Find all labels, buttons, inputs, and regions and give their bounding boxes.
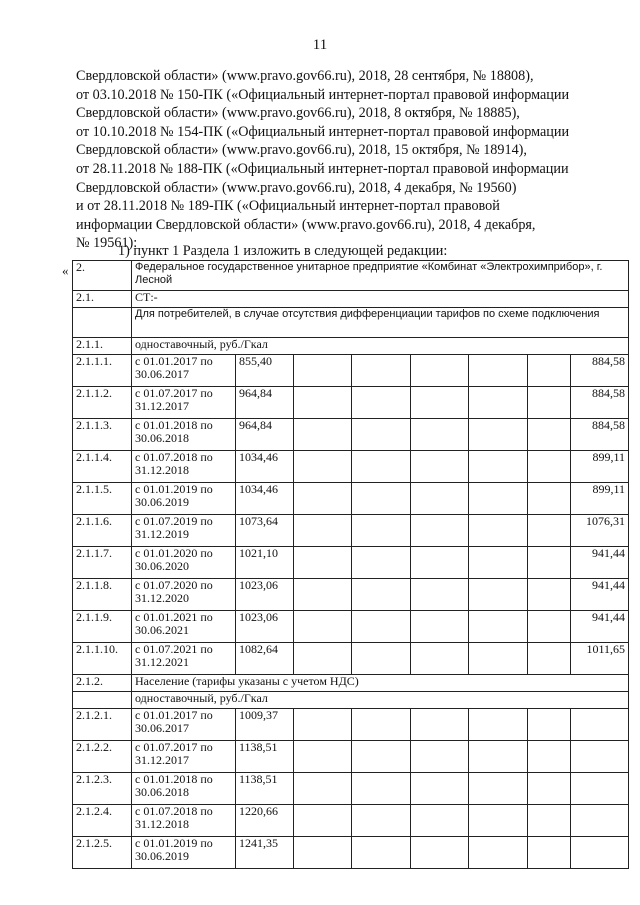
empty-cell [411, 483, 469, 515]
tariff-value: 1023,06 [236, 579, 294, 611]
intro-line: Свердловской области» (www.pravo.gov66.ru), 2018, 8 октября, № 18885), [76, 105, 520, 122]
empty-cell [294, 837, 352, 869]
table-row [73, 451, 629, 483]
tariff-value: 1138,51 [236, 741, 294, 773]
empty-cell [352, 547, 411, 579]
table-row [73, 515, 629, 547]
intro-line: Свердловской области» (www.pravo.gov66.ru), 2018, 4 декабря, № 19560) [76, 179, 517, 196]
intro-line: от 28.11.2018 № 188-ПК («Официальный интернет-портал правовой информации [76, 160, 569, 177]
empty-cell [352, 611, 411, 643]
row-number: 2. [73, 261, 132, 291]
section-row [73, 675, 629, 692]
empty-cell [73, 308, 132, 338]
empty-cell [528, 547, 571, 579]
tariff-value: 1011,65 [571, 643, 629, 675]
row-number: 2.1.1.9. [73, 611, 132, 643]
empty-cell [469, 611, 528, 643]
tariff-value: 855,40 [236, 355, 294, 387]
row-number: 2.1.2.1. [73, 709, 132, 741]
empty-cell [352, 419, 411, 451]
tariff-value: 884,58 [571, 419, 629, 451]
table-row [73, 579, 629, 611]
empty-cell [528, 355, 571, 387]
tariff-value: 941,44 [571, 611, 629, 643]
empty-cell [469, 579, 528, 611]
period: с 01.01.2021 по 30.06.2021 [132, 611, 236, 643]
empty-cell [352, 741, 411, 773]
empty-cell [571, 741, 629, 773]
empty-cell [411, 451, 469, 483]
table-row [73, 387, 629, 419]
empty-cell [294, 643, 352, 675]
empty-cell [352, 773, 411, 805]
tariff-value: 1241,35 [236, 837, 294, 869]
empty-cell [469, 451, 528, 483]
empty-cell [571, 773, 629, 805]
empty-cell [294, 515, 352, 547]
tariff-value: 1021,10 [236, 547, 294, 579]
tariff-table [72, 260, 629, 869]
empty-cell [528, 805, 571, 837]
row-number: 2.1.1.8. [73, 579, 132, 611]
table-row [73, 709, 629, 741]
table-row [73, 837, 629, 869]
empty-cell [528, 709, 571, 741]
tariff-value: 884,58 [571, 387, 629, 419]
intro-line: от 10.10.2018 № 154-ПК («Официальный интернет-портал правовой информации [76, 123, 570, 140]
empty-cell [411, 837, 469, 869]
empty-cell [294, 451, 352, 483]
table-row [73, 483, 629, 515]
empty-cell [352, 579, 411, 611]
period: с 01.07.2020 по 31.12.2020 [132, 579, 236, 611]
empty-cell [528, 483, 571, 515]
empty-cell [469, 709, 528, 741]
section-row [73, 291, 629, 308]
empty-cell [294, 611, 352, 643]
row-number: 2.1.2.4. [73, 805, 132, 837]
empty-cell [469, 805, 528, 837]
empty-cell [294, 387, 352, 419]
period: с 01.07.2018 по 31.12.2018 [132, 805, 236, 837]
table-header-row [73, 261, 629, 291]
period: с 01.01.2017 по 30.06.2017 [132, 355, 236, 387]
period: с 01.01.2018 по 30.06.2018 [132, 773, 236, 805]
empty-cell [469, 419, 528, 451]
empty-cell [352, 709, 411, 741]
section-subtitle-row [73, 308, 629, 338]
empty-cell [352, 643, 411, 675]
organization-name: Федеральное государственное унитарное предприятие «Комбинат «Электрохимприбор», г. Лесной [132, 261, 629, 291]
empty-cell [528, 773, 571, 805]
row-number: 2.1.2.2. [73, 741, 132, 773]
empty-cell [469, 643, 528, 675]
intro-line: № 19561): [76, 235, 138, 252]
empty-cell [294, 741, 352, 773]
empty-cell [411, 709, 469, 741]
intro-line: и от 28.11.2018 № 189-ПК («Официальный интернет-портал правовой [76, 198, 500, 215]
row-number: 2.1.1. [73, 338, 132, 355]
empty-cell [469, 515, 528, 547]
empty-cell [294, 355, 352, 387]
row-number: 2.1.1.7. [73, 547, 132, 579]
empty-cell [528, 837, 571, 869]
tariff-value: 964,84 [236, 387, 294, 419]
subsection-label: одноставочный, руб./Гкал [132, 338, 629, 355]
row-number: 2.1.2.3. [73, 773, 132, 805]
section-label: Население (тарифы указаны с учетом НДС) [132, 675, 629, 692]
row-number: 2.1.1.1. [73, 355, 132, 387]
empty-cell [352, 355, 411, 387]
section-subtitle-row [73, 692, 629, 709]
empty-cell [469, 773, 528, 805]
empty-cell [528, 579, 571, 611]
tariff-value: 1034,46 [236, 483, 294, 515]
empty-cell [411, 611, 469, 643]
empty-cell [294, 419, 352, 451]
section-subtitle: одноставочный, руб./Гкал [132, 692, 629, 709]
tariff-value: 1034,46 [236, 451, 294, 483]
empty-cell [469, 355, 528, 387]
empty-cell [352, 805, 411, 837]
empty-cell [571, 837, 629, 869]
tariff-value: 1023,06 [236, 611, 294, 643]
table-row [73, 419, 629, 451]
intro-text [76, 67, 616, 253]
empty-cell [528, 611, 571, 643]
period: с 01.07.2018 по 31.12.2018 [132, 451, 236, 483]
empty-cell [352, 837, 411, 869]
empty-cell [469, 483, 528, 515]
period: с 01.01.2017 по 30.06.2017 [132, 709, 236, 741]
period: с 01.07.2017 по 31.12.2017 [132, 387, 236, 419]
row-number: 2.1.2.5. [73, 837, 132, 869]
empty-cell [469, 387, 528, 419]
table-row [73, 611, 629, 643]
empty-cell [411, 387, 469, 419]
empty-cell [294, 483, 352, 515]
empty-cell [469, 547, 528, 579]
row-number: 2.1.1.4. [73, 451, 132, 483]
empty-cell [571, 709, 629, 741]
empty-cell [469, 837, 528, 869]
empty-cell [528, 419, 571, 451]
empty-cell [528, 643, 571, 675]
empty-cell [528, 387, 571, 419]
empty-cell [411, 805, 469, 837]
empty-cell [73, 692, 132, 709]
empty-cell [528, 741, 571, 773]
tariff-value: 899,11 [571, 483, 629, 515]
period: с 01.01.2020 по 30.06.2020 [132, 547, 236, 579]
tariff-value: 899,11 [571, 451, 629, 483]
opening-quote: « [62, 263, 69, 278]
tariff-value: 941,44 [571, 547, 629, 579]
empty-cell [352, 387, 411, 419]
item-heading: 1) пункт 1 Раздела 1 изложить в следующей редакции: [118, 243, 448, 259]
section-label: СТ:- [132, 291, 629, 308]
row-number: 2.1.1.6. [73, 515, 132, 547]
tariff-value: 1220,66 [236, 805, 294, 837]
table-row [73, 805, 629, 837]
empty-cell [411, 547, 469, 579]
tariff-value: 941,44 [571, 579, 629, 611]
subsection-row [73, 338, 629, 355]
row-number: 2.1.1.5. [73, 483, 132, 515]
empty-cell [411, 515, 469, 547]
empty-cell [528, 515, 571, 547]
period: с 01.07.2019 по 31.12.2019 [132, 515, 236, 547]
row-number: 2.1.1.2. [73, 387, 132, 419]
tariff-value: 1009,37 [236, 709, 294, 741]
empty-cell [571, 805, 629, 837]
period: с 01.01.2018 по 30.06.2018 [132, 419, 236, 451]
intro-line: от 03.10.2018 № 150-ПК («Официальный интернет-портал правовой информации [76, 86, 570, 103]
row-number: 2.1.1.3. [73, 419, 132, 451]
table-row [73, 773, 629, 805]
table-row [73, 547, 629, 579]
empty-cell [294, 709, 352, 741]
period: с 01.01.2019 по 30.06.2019 [132, 483, 236, 515]
row-number: 2.1.2. [73, 675, 132, 692]
intro-line: Свердловской области» (www.pravo.gov66.ru), 2018, 28 сентября, № 18808), [76, 68, 534, 84]
empty-cell [294, 547, 352, 579]
row-number: 2.1.1.10. [73, 643, 132, 675]
table-row [73, 355, 629, 387]
table-row [73, 741, 629, 773]
tariff-value: 1076,31 [571, 515, 629, 547]
page-number: 11 [312, 37, 328, 53]
empty-cell [411, 741, 469, 773]
empty-cell [294, 805, 352, 837]
tariff-value: 1138,51 [236, 773, 294, 805]
empty-cell [411, 419, 469, 451]
empty-cell [352, 515, 411, 547]
intro-line: Свердловской области» (www.pravo.gov66.ru), 2018, 15 октября, № 18914), [76, 142, 527, 159]
empty-cell [411, 773, 469, 805]
empty-cell [411, 355, 469, 387]
tariff-value: 884,58 [571, 355, 629, 387]
empty-cell [352, 483, 411, 515]
empty-cell [294, 773, 352, 805]
section-subtitle: Для потребителей, в случае отсутствия дифференциации тарифов по схеме подключения [132, 308, 629, 338]
period: с 01.07.2021 по 31.12.2021 [132, 643, 236, 675]
period: с 01.01.2019 по 30.06.2019 [132, 837, 236, 869]
empty-cell [469, 741, 528, 773]
intro-line: информации Свердловской области» (www.pravo.gov66.ru), 2018, 4 декабря, [76, 216, 536, 233]
tariff-value: 1082,64 [236, 643, 294, 675]
table-row [73, 643, 629, 675]
period: с 01.07.2017 по 31.12.2017 [132, 741, 236, 773]
empty-cell [528, 451, 571, 483]
tariff-value: 964,84 [236, 419, 294, 451]
empty-cell [411, 579, 469, 611]
row-number: 2.1. [73, 291, 132, 308]
empty-cell [294, 579, 352, 611]
empty-cell [352, 451, 411, 483]
tariff-value: 1073,64 [236, 515, 294, 547]
empty-cell [411, 643, 469, 675]
